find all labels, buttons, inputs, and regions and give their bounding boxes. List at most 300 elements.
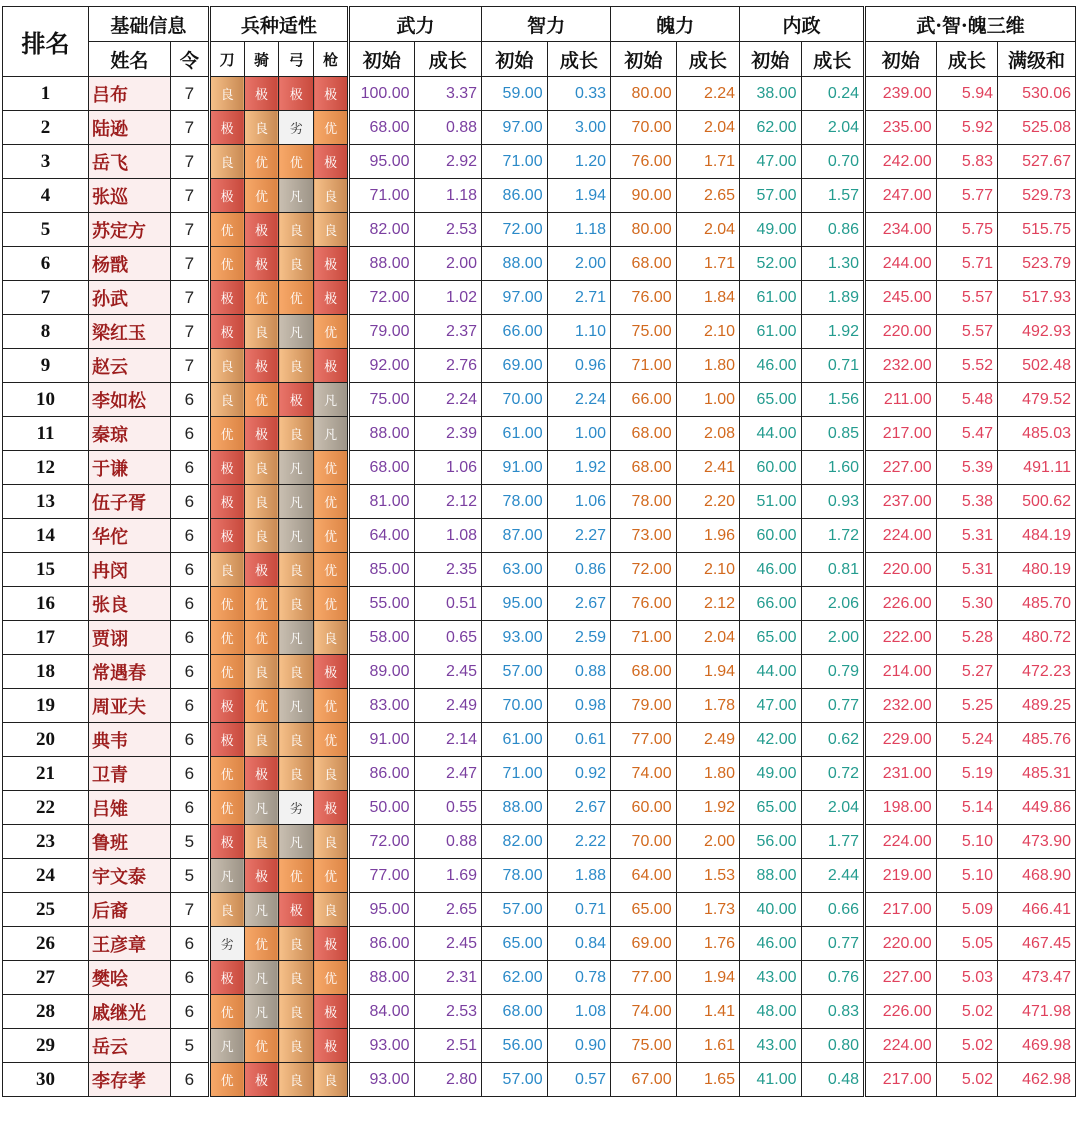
gong-aptitude-cell: 优	[279, 281, 314, 315]
rank-header: 排名	[3, 7, 89, 77]
zhi-growth-cell: 0.57	[547, 1063, 610, 1097]
gong-aptitude-cell: 凡	[279, 179, 314, 213]
po-init-cell: 75.00	[611, 1029, 677, 1063]
po-init-cell: 76.00	[611, 145, 677, 179]
triple-growth-cell: 5.10	[936, 825, 997, 859]
rank-cell: 10	[3, 383, 89, 417]
triple-growth-header: 成长	[936, 42, 997, 77]
triple-total-cell: 485.03	[998, 417, 1076, 451]
triple-init-cell: 220.00	[864, 927, 936, 961]
zhi-init-cell: 62.00	[482, 961, 548, 995]
po-growth-cell: 1.65	[676, 1063, 739, 1097]
wu-growth-header: 成长	[414, 42, 482, 77]
gong-aptitude-cell: 劣	[279, 111, 314, 145]
qiang-aptitude-cell: 良	[314, 1063, 349, 1097]
wu-growth-cell: 1.08	[414, 519, 482, 553]
triple-total-cell: 473.47	[998, 961, 1076, 995]
wu-init-cell: 93.00	[348, 1063, 414, 1097]
triple-total-cell: 523.79	[998, 247, 1076, 281]
command-cell: 6	[170, 417, 209, 451]
nei-init-cell: 43.00	[740, 1029, 801, 1063]
table-row	[3, 213, 1076, 247]
qiang-aptitude-cell: 优	[314, 553, 349, 587]
dao-aptitude-cell: 极	[209, 281, 244, 315]
zhi-growth-cell: 2.24	[547, 383, 610, 417]
name-cell: 常遇春	[88, 655, 170, 689]
command-header: 令	[170, 42, 209, 77]
nei-init-cell: 46.00	[740, 349, 801, 383]
zhi-init-cell: 71.00	[482, 145, 548, 179]
wu-init-cell: 72.00	[348, 825, 414, 859]
name-cell: 宇文泰	[88, 859, 170, 893]
nei-init-cell: 46.00	[740, 927, 801, 961]
po-growth-cell: 1.94	[676, 961, 739, 995]
po-growth-cell: 1.96	[676, 519, 739, 553]
gong-aptitude-cell: 良	[279, 349, 314, 383]
rank-cell: 12	[3, 451, 89, 485]
triple-growth-cell: 5.31	[936, 519, 997, 553]
zhi-init-cell: 88.00	[482, 791, 548, 825]
dao-aptitude-cell: 良	[209, 145, 244, 179]
command-cell: 7	[170, 247, 209, 281]
zhi-init-cell: 61.00	[482, 723, 548, 757]
rank-cell: 14	[3, 519, 89, 553]
triple-total-cell: 479.52	[998, 383, 1076, 417]
triple-init-cell: 217.00	[864, 417, 936, 451]
po-growth-cell: 1.41	[676, 995, 739, 1029]
dao-aptitude-cell: 极	[209, 689, 244, 723]
wu-growth-cell: 2.12	[414, 485, 482, 519]
nei-growth-cell: 1.56	[801, 383, 864, 417]
po-growth-cell: 1.84	[676, 281, 739, 315]
name-cell: 冉闵	[88, 553, 170, 587]
triple-growth-cell: 5.10	[936, 859, 997, 893]
rank-cell: 7	[3, 281, 89, 315]
wu-growth-cell: 1.69	[414, 859, 482, 893]
table-row	[3, 315, 1076, 349]
nei-init-cell: 44.00	[740, 417, 801, 451]
po-growth-cell: 2.24	[676, 77, 739, 111]
dao-aptitude-cell: 极	[209, 485, 244, 519]
command-cell: 5	[170, 1029, 209, 1063]
wu-growth-cell: 1.06	[414, 451, 482, 485]
triple-stat-header: 武·智·魄三维	[864, 7, 1075, 42]
dao-aptitude-cell: 优	[209, 417, 244, 451]
qiang-aptitude-cell: 优	[314, 689, 349, 723]
po-growth-cell: 2.41	[676, 451, 739, 485]
po-init-cell: 79.00	[611, 689, 677, 723]
nei-init-cell: 47.00	[740, 145, 801, 179]
nei-header: 内政	[740, 7, 865, 42]
command-cell: 5	[170, 825, 209, 859]
nei-growth-cell: 1.60	[801, 451, 864, 485]
table-row	[3, 77, 1076, 111]
name-cell: 伍子胥	[88, 485, 170, 519]
nei-init-cell: 61.00	[740, 281, 801, 315]
zhi-growth-cell: 1.20	[547, 145, 610, 179]
qiang-aptitude-cell: 优	[314, 485, 349, 519]
triple-init-cell: 224.00	[864, 825, 936, 859]
dao-aptitude-cell: 极	[209, 451, 244, 485]
po-init-cell: 74.00	[611, 757, 677, 791]
qiang-aptitude-cell: 优	[314, 723, 349, 757]
nei-growth-cell: 0.79	[801, 655, 864, 689]
wu-init-cell: 86.00	[348, 927, 414, 961]
triple-init-cell: 234.00	[864, 213, 936, 247]
command-cell: 6	[170, 927, 209, 961]
table-row	[3, 145, 1076, 179]
zhi-growth-cell: 1.18	[547, 213, 610, 247]
wu-init-cell: 88.00	[348, 417, 414, 451]
rank-cell: 22	[3, 791, 89, 825]
rank-cell: 23	[3, 825, 89, 859]
command-cell: 6	[170, 485, 209, 519]
zhi-init-cell: 57.00	[482, 655, 548, 689]
wu-init-cell: 71.00	[348, 179, 414, 213]
name-cell: 王彦章	[88, 927, 170, 961]
triple-total-cell: 473.90	[998, 825, 1076, 859]
qi-aptitude-cell: 优	[244, 179, 279, 213]
qiang-aptitude-cell: 优	[314, 451, 349, 485]
rank-cell: 2	[3, 111, 89, 145]
wu-growth-cell: 1.02	[414, 281, 482, 315]
zhi-growth-cell: 3.00	[547, 111, 610, 145]
qiang-aptitude-cell: 极	[314, 791, 349, 825]
triple-total-cell: 527.67	[998, 145, 1076, 179]
wu-header: 武力	[348, 7, 481, 42]
qiang-aptitude-cell: 优	[314, 961, 349, 995]
triple-total-cell: 515.75	[998, 213, 1076, 247]
gong-aptitude-cell: 凡	[279, 485, 314, 519]
rank-cell: 19	[3, 689, 89, 723]
wu-growth-cell: 2.31	[414, 961, 482, 995]
gong-aptitude-cell: 极	[279, 77, 314, 111]
gong-aptitude-cell: 凡	[279, 519, 314, 553]
wu-init-cell: 88.00	[348, 247, 414, 281]
triple-init-cell: 232.00	[864, 349, 936, 383]
nei-init-cell: 47.00	[740, 689, 801, 723]
po-init-cell: 70.00	[611, 111, 677, 145]
dao-aptitude-cell: 优	[209, 655, 244, 689]
wu-init-cell: 95.00	[348, 893, 414, 927]
wu-init-cell: 50.00	[348, 791, 414, 825]
rank-cell: 5	[3, 213, 89, 247]
triple-init-cell: 232.00	[864, 689, 936, 723]
rank-cell: 25	[3, 893, 89, 927]
gong-aptitude-cell: 劣	[279, 791, 314, 825]
rank-cell: 28	[3, 995, 89, 1029]
zhi-growth-cell: 0.71	[547, 893, 610, 927]
gong-aptitude-cell: 良	[279, 587, 314, 621]
name-cell: 周亚夫	[88, 689, 170, 723]
rank-cell: 24	[3, 859, 89, 893]
po-init-cell: 73.00	[611, 519, 677, 553]
triple-init-cell: 247.00	[864, 179, 936, 213]
command-cell: 6	[170, 451, 209, 485]
po-growth-cell: 1.94	[676, 655, 739, 689]
zhi-init-cell: 72.00	[482, 213, 548, 247]
po-init-cell: 76.00	[611, 587, 677, 621]
po-init-cell: 71.00	[611, 349, 677, 383]
qi-aptitude-cell: 优	[244, 689, 279, 723]
nei-growth-cell: 0.81	[801, 553, 864, 587]
dao-aptitude-cell: 优	[209, 791, 244, 825]
wu-init-cell: 86.00	[348, 757, 414, 791]
triple-growth-cell: 5.03	[936, 961, 997, 995]
triple-total-cell: 492.93	[998, 315, 1076, 349]
table-row	[3, 485, 1076, 519]
zhi-init-cell: 66.00	[482, 315, 548, 349]
triple-init-cell: 219.00	[864, 859, 936, 893]
gong-aptitude-cell: 凡	[279, 621, 314, 655]
nei-growth-cell: 1.30	[801, 247, 864, 281]
po-growth-cell: 2.00	[676, 825, 739, 859]
nei-growth-cell: 0.93	[801, 485, 864, 519]
table-row	[3, 961, 1076, 995]
name-cell: 华佗	[88, 519, 170, 553]
qiang-aptitude-cell: 优	[314, 859, 349, 893]
dao-aptitude-cell: 极	[209, 179, 244, 213]
wu-init-cell: 64.00	[348, 519, 414, 553]
po-growth-cell: 2.12	[676, 587, 739, 621]
qiang-aptitude-cell: 凡	[314, 417, 349, 451]
dao-header: 刀	[209, 42, 244, 77]
table-row	[3, 383, 1076, 417]
name-cell: 卫青	[88, 757, 170, 791]
table-row	[3, 791, 1076, 825]
zhi-init-cell: 68.00	[482, 995, 548, 1029]
command-cell: 7	[170, 179, 209, 213]
qi-aptitude-cell: 极	[244, 553, 279, 587]
table-row	[3, 247, 1076, 281]
nei-growth-cell: 2.00	[801, 621, 864, 655]
triple-growth-cell: 5.47	[936, 417, 997, 451]
wu-init-cell: 82.00	[348, 213, 414, 247]
triple-total-cell: 485.76	[998, 723, 1076, 757]
rank-cell: 17	[3, 621, 89, 655]
triple-total-cell: 485.31	[998, 757, 1076, 791]
zhi-init-cell: 86.00	[482, 179, 548, 213]
qiang-aptitude-cell: 优	[314, 587, 349, 621]
command-cell: 7	[170, 77, 209, 111]
wu-growth-cell: 2.37	[414, 315, 482, 349]
nei-growth-cell: 2.06	[801, 587, 864, 621]
gong-aptitude-cell: 凡	[279, 689, 314, 723]
triple-growth-cell: 5.77	[936, 179, 997, 213]
triple-init-cell: 214.00	[864, 655, 936, 689]
zhi-growth-cell: 2.67	[547, 791, 610, 825]
po-init-cell: 68.00	[611, 451, 677, 485]
zhi-growth-cell: 2.67	[547, 587, 610, 621]
triple-init-cell: 227.00	[864, 451, 936, 485]
zhi-growth-cell: 0.84	[547, 927, 610, 961]
triple-growth-cell: 5.48	[936, 383, 997, 417]
table-row	[3, 281, 1076, 315]
po-growth-cell: 2.08	[676, 417, 739, 451]
qi-aptitude-cell: 优	[244, 383, 279, 417]
po-growth-cell: 1.80	[676, 757, 739, 791]
name-cell: 岳飞	[88, 145, 170, 179]
name-cell: 吕布	[88, 77, 170, 111]
name-cell: 樊哙	[88, 961, 170, 995]
qi-aptitude-cell: 优	[244, 145, 279, 179]
triple-total-cell: 502.48	[998, 349, 1076, 383]
dao-aptitude-cell: 良	[209, 77, 244, 111]
zhi-init-header: 初始	[482, 42, 548, 77]
nei-init-cell: 65.00	[740, 791, 801, 825]
qiang-aptitude-cell: 优	[314, 315, 349, 349]
wu-init-cell: 84.00	[348, 995, 414, 1029]
gong-aptitude-cell: 良	[279, 1063, 314, 1097]
table-row	[3, 417, 1076, 451]
name-cell: 戚继光	[88, 995, 170, 1029]
dao-aptitude-cell: 凡	[209, 1029, 244, 1063]
po-growth-cell: 1.73	[676, 893, 739, 927]
wu-init-cell: 79.00	[348, 315, 414, 349]
zhi-init-cell: 87.00	[482, 519, 548, 553]
qiang-aptitude-cell: 极	[314, 927, 349, 961]
table-row	[3, 349, 1076, 383]
qiang-aptitude-cell: 极	[314, 247, 349, 281]
po-growth-cell: 1.80	[676, 349, 739, 383]
rank-cell: 11	[3, 417, 89, 451]
gong-aptitude-cell: 良	[279, 723, 314, 757]
general-ranking-table	[2, 6, 1076, 1097]
triple-growth-cell: 5.83	[936, 145, 997, 179]
qi-aptitude-cell: 良	[244, 315, 279, 349]
wu-growth-cell: 2.53	[414, 995, 482, 1029]
zhi-growth-cell: 2.22	[547, 825, 610, 859]
triple-init-cell: 198.00	[864, 791, 936, 825]
wu-init-cell: 88.00	[348, 961, 414, 995]
wu-growth-cell: 2.65	[414, 893, 482, 927]
qi-aptitude-cell: 凡	[244, 791, 279, 825]
qiang-aptitude-cell: 良	[314, 757, 349, 791]
nei-growth-cell: 1.57	[801, 179, 864, 213]
triple-growth-cell: 5.57	[936, 315, 997, 349]
gong-aptitude-cell: 良	[279, 553, 314, 587]
name-cell: 秦琼	[88, 417, 170, 451]
triple-total-cell: 469.98	[998, 1029, 1076, 1063]
command-cell: 7	[170, 111, 209, 145]
name-cell: 张良	[88, 587, 170, 621]
nei-init-cell: 65.00	[740, 621, 801, 655]
name-cell: 吕雉	[88, 791, 170, 825]
qi-aptitude-cell: 良	[244, 825, 279, 859]
qi-aptitude-cell: 优	[244, 1029, 279, 1063]
nei-growth-cell: 0.71	[801, 349, 864, 383]
po-init-cell: 69.00	[611, 927, 677, 961]
triple-total-cell: 480.19	[998, 553, 1076, 587]
rank-cell: 30	[3, 1063, 89, 1097]
triple-growth-cell: 5.09	[936, 893, 997, 927]
zhi-growth-cell: 0.96	[547, 349, 610, 383]
nei-init-cell: 46.00	[740, 553, 801, 587]
qiang-aptitude-cell: 极	[314, 995, 349, 1029]
qiang-header: 枪	[314, 42, 349, 77]
po-init-cell: 68.00	[611, 655, 677, 689]
zhi-growth-cell: 0.33	[547, 77, 610, 111]
rank-cell: 1	[3, 77, 89, 111]
zhi-init-cell: 71.00	[482, 757, 548, 791]
rank-cell: 3	[3, 145, 89, 179]
triple-init-cell: 226.00	[864, 995, 936, 1029]
gong-aptitude-cell: 良	[279, 927, 314, 961]
nei-init-cell: 62.00	[740, 111, 801, 145]
qi-aptitude-cell: 凡	[244, 893, 279, 927]
wu-init-cell: 68.00	[348, 451, 414, 485]
qiang-aptitude-cell: 良	[314, 825, 349, 859]
table-row	[3, 689, 1076, 723]
triple-init-cell: 220.00	[864, 315, 936, 349]
dao-aptitude-cell: 极	[209, 315, 244, 349]
triple-init-cell: 224.00	[864, 519, 936, 553]
table-row	[3, 1029, 1076, 1063]
command-cell: 7	[170, 281, 209, 315]
nei-init-cell: 52.00	[740, 247, 801, 281]
wu-init-cell: 89.00	[348, 655, 414, 689]
triple-init-cell: 231.00	[864, 757, 936, 791]
rank-cell: 9	[3, 349, 89, 383]
nei-growth-cell: 2.44	[801, 859, 864, 893]
po-growth-cell: 2.20	[676, 485, 739, 519]
triple-total-cell: 525.08	[998, 111, 1076, 145]
qi-header: 骑	[244, 42, 279, 77]
qi-aptitude-cell: 极	[244, 77, 279, 111]
qi-aptitude-cell: 良	[244, 485, 279, 519]
triple-growth-cell: 5.38	[936, 485, 997, 519]
nei-init-cell: 88.00	[740, 859, 801, 893]
qi-aptitude-cell: 极	[244, 247, 279, 281]
nei-init-cell: 49.00	[740, 757, 801, 791]
qi-aptitude-cell: 良	[244, 451, 279, 485]
gong-aptitude-cell: 良	[279, 1029, 314, 1063]
wu-growth-cell: 2.49	[414, 689, 482, 723]
po-growth-cell: 2.49	[676, 723, 739, 757]
nei-growth-cell: 1.89	[801, 281, 864, 315]
header-row-groups	[3, 7, 1076, 42]
command-cell: 6	[170, 519, 209, 553]
triple-growth-cell: 5.75	[936, 213, 997, 247]
triple-total-cell: 472.23	[998, 655, 1076, 689]
triple-init-cell: 226.00	[864, 587, 936, 621]
qi-aptitude-cell: 良	[244, 111, 279, 145]
wu-init-cell: 83.00	[348, 689, 414, 723]
command-cell: 6	[170, 723, 209, 757]
gong-aptitude-cell: 良	[279, 213, 314, 247]
nei-growth-cell: 0.72	[801, 757, 864, 791]
triple-total-cell: 462.98	[998, 1063, 1076, 1097]
triple-init-cell: 237.00	[864, 485, 936, 519]
po-init-cell: 90.00	[611, 179, 677, 213]
wu-init-cell: 81.00	[348, 485, 414, 519]
zhi-header: 智力	[482, 7, 611, 42]
zhi-growth-cell: 1.10	[547, 315, 610, 349]
qi-aptitude-cell: 优	[244, 927, 279, 961]
wu-init-cell: 93.00	[348, 1029, 414, 1063]
wu-growth-cell: 2.76	[414, 349, 482, 383]
gong-aptitude-cell: 凡	[279, 825, 314, 859]
wu-growth-cell: 2.45	[414, 927, 482, 961]
name-cell: 李如松	[88, 383, 170, 417]
triple-growth-cell: 5.57	[936, 281, 997, 315]
po-init-cell: 68.00	[611, 247, 677, 281]
table-row	[3, 893, 1076, 927]
wu-growth-cell: 2.51	[414, 1029, 482, 1063]
zhi-growth-cell: 0.98	[547, 689, 610, 723]
gong-aptitude-cell: 极	[279, 383, 314, 417]
wu-growth-cell: 3.37	[414, 77, 482, 111]
